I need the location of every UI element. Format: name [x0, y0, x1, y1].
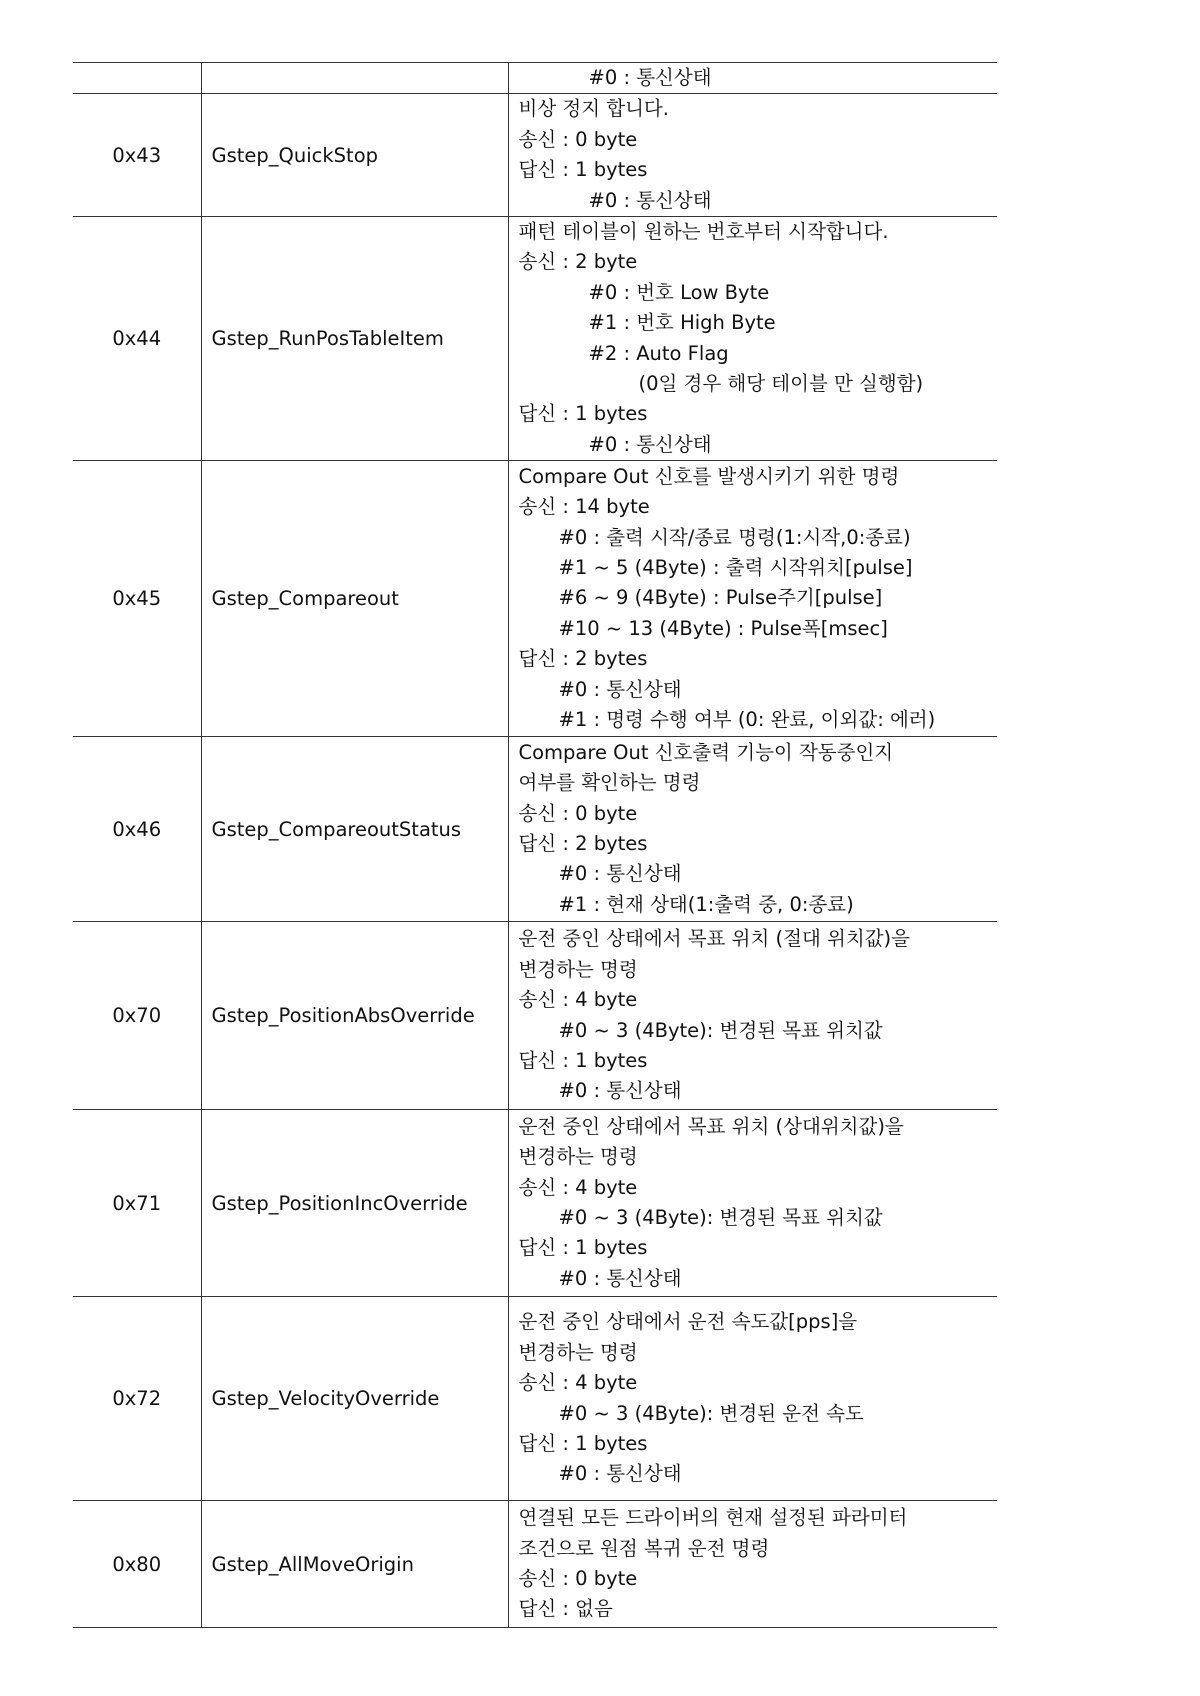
command-description-cell [508, 1501, 997, 1628]
description-line: #10 ~ 13 (4Byte) : Pulse폭[msec] [558, 616, 888, 640]
command-table-body [73, 63, 997, 1628]
description-line: 변경하는 명령 [518, 1340, 638, 1364]
command-description-cell [508, 737, 997, 922]
description-line: Compare Out 신호를 발생시키기 위한 명령 [518, 464, 900, 488]
description-line: 송신 : 0 byte [518, 127, 638, 151]
command-name-cell: Gstep_Compareout [201, 461, 508, 737]
command-code-cell: 0x80 [73, 1501, 201, 1628]
description-line: 답신 : 1 bytes [518, 158, 648, 182]
description-line: 변경하는 명령 [518, 957, 638, 981]
description-line: 조건으로 원점 복귀 운전 명령 [518, 1536, 770, 1560]
command-description-cell [508, 1110, 997, 1297]
command-name-cell: Gstep_PositionIncOverride [201, 1110, 508, 1297]
description-line: #0 : 통신상태 [558, 1079, 682, 1103]
command-description-cell [508, 216, 997, 460]
description-line: 여부를 확인하는 명령 [518, 771, 701, 795]
table-row [73, 216, 997, 460]
table-row [73, 63, 997, 94]
description-line: #0 : 통신상태 [558, 1462, 682, 1486]
description-line: #1 : 현재 상태(1:출력 중, 0:종료) [558, 892, 854, 916]
command-description-cell [508, 1297, 997, 1501]
command-name-cell [201, 63, 508, 94]
table-row [73, 461, 997, 737]
description-line: 답신 : 2 bytes [518, 832, 648, 856]
table-row [73, 922, 997, 1110]
table-row [73, 94, 997, 217]
description-line: #0 ~ 3 (4Byte): 변경된 목표 위치값 [558, 1206, 883, 1230]
description-line: 답신 : 2 bytes [518, 647, 648, 671]
command-code-cell: 0x43 [73, 94, 201, 217]
description-line: 송신 : 4 byte [518, 1175, 638, 1199]
description-line: #1 : 명령 수행 여부 (0: 완료, 이외값: 에러) [558, 707, 936, 731]
description-line: #1 ~ 5 (4Byte) : 출력 시작위치[pulse] [558, 555, 913, 579]
description-line: 변경하는 명령 [518, 1145, 638, 1169]
description-line: 답신 : 1 bytes [518, 1236, 648, 1260]
description-line: #0 : 통신상태 [558, 677, 682, 701]
command-name-cell: Gstep_QuickStop [201, 94, 508, 217]
description-line: (0일 경우 해당 테이블 만 실행함) [638, 371, 924, 395]
description-line: 답신 : 1 bytes [518, 402, 648, 426]
description-line: #0 : 통신상태 [588, 66, 712, 89]
command-code-cell: 0x45 [73, 461, 201, 737]
description-line: 운전 중인 상태에서 운전 속도값[pps]을 [518, 1310, 858, 1334]
command-description-cell [508, 63, 997, 94]
description-line: #0 : 통신상태 [558, 1266, 682, 1290]
command-name-cell: Gstep_AllMoveOrigin [201, 1501, 508, 1628]
description-line: 답신 : 1 bytes [518, 1048, 648, 1072]
command-table [73, 62, 997, 1628]
description-line: #0 : 통신상태 [558, 862, 682, 886]
description-line: #0 : 출력 시작/종료 명령(1:시작,0:종료) [558, 525, 911, 549]
command-description-cell [508, 922, 997, 1110]
description-line: 송신 : 4 byte [518, 1371, 638, 1395]
description-line: 운전 중인 상태에서 목표 위치 (절대 위치값)을 [518, 927, 910, 951]
command-code-cell: 0x70 [73, 922, 201, 1110]
table-row [73, 1110, 997, 1297]
command-name-cell: Gstep_VelocityOverride [201, 1297, 508, 1501]
description-line: 답신 : 없음 [518, 1597, 613, 1621]
description-line: 운전 중인 상태에서 목표 위치 (상대위치값)을 [518, 1114, 904, 1138]
description-line: 송신 : 4 byte [518, 988, 638, 1012]
description-line: 연결된 모든 드라이버의 현재 설정된 파라미터 [518, 1506, 908, 1530]
command-description-cell [508, 94, 997, 217]
command-code-cell [73, 63, 201, 94]
description-line: 답신 : 1 bytes [518, 1431, 648, 1455]
table-row [73, 1501, 997, 1628]
description-line: #2 : Auto Flag [588, 341, 729, 365]
command-code-cell: 0x72 [73, 1297, 201, 1501]
description-line: #0 ~ 3 (4Byte): 변경된 운전 속도 [558, 1401, 864, 1425]
description-line: #0 ~ 3 (4Byte): 변경된 목표 위치값 [558, 1018, 883, 1042]
description-line: #0 : 번호 Low Byte [588, 280, 770, 304]
description-line: 송신 : 2 byte [518, 250, 638, 274]
table-row [73, 1297, 997, 1501]
description-line: #0 : 통신상태 [588, 432, 712, 456]
table-row [73, 737, 997, 922]
description-line: 송신 : 0 byte [518, 801, 638, 825]
command-code-cell: 0x71 [73, 1110, 201, 1297]
command-code-cell: 0x44 [73, 216, 201, 460]
description-line: #6 ~ 9 (4Byte) : Pulse주기[pulse] [558, 586, 883, 610]
command-code-cell: 0x46 [73, 737, 201, 922]
description-line: 비상 정지 합니다. [518, 97, 669, 121]
description-line: #1 : 번호 High Byte [588, 311, 776, 335]
description-line: 송신 : 0 byte [518, 1567, 638, 1591]
command-name-cell: Gstep_CompareoutStatus [201, 737, 508, 922]
description-line: 송신 : 14 byte [518, 495, 650, 519]
description-line: 패턴 테이블이 원하는 번호부터 시작합니다. [518, 219, 889, 243]
description-line: Compare Out 신호출력 기능이 작동중인지 [518, 740, 894, 764]
description-line: #0 : 통신상태 [588, 188, 712, 212]
command-description-cell [508, 461, 997, 737]
command-name-cell: Gstep_PositionAbsOverride [201, 922, 508, 1110]
document-page [73, 62, 997, 1628]
command-name-cell: Gstep_RunPosTableItem [201, 216, 508, 460]
